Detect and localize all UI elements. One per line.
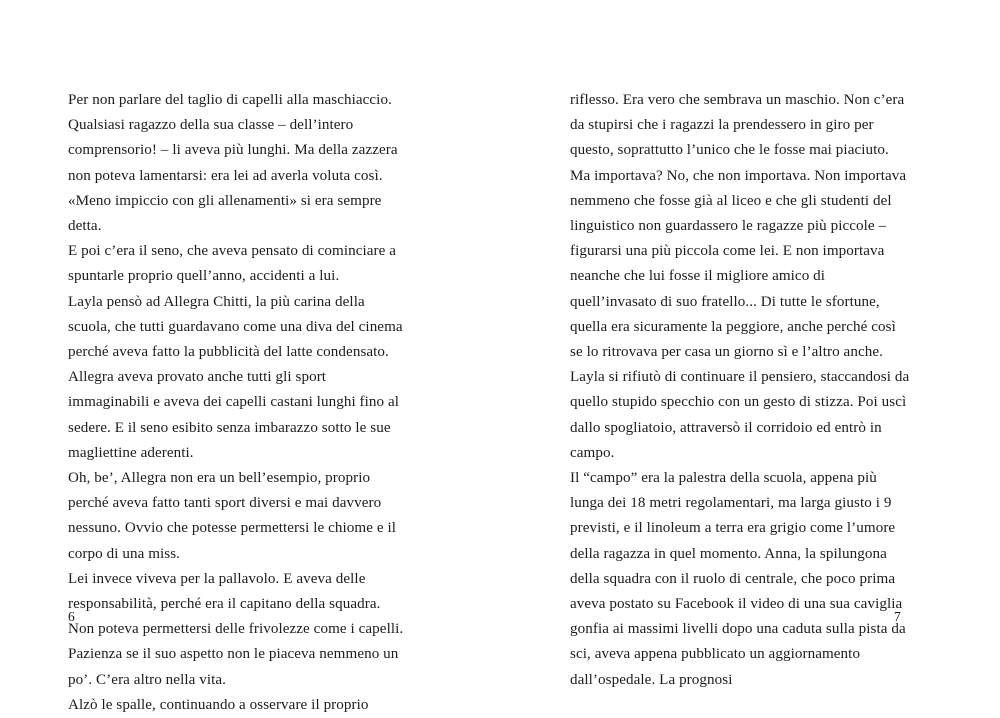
paragraph: Per non parlare del taglio di capelli alla maschiaccio. Qualsiasi ragazzo della sua classe – dell’intero comprensorio! – li aveva più lunghi. Ma della zazzera non poteva lamentarsi: era lei ad averla voluta così. «Meno impiccio con gli allenamenti» si era sempre detta. xyxy=(68,92,398,235)
right-page-text xyxy=(570,88,910,693)
page-number-left: 6 xyxy=(68,609,75,624)
paragraph: Il “campo” era la palestra della scuola, appena più lunga dei 18 metri regolamentari, ma larga giusto i 9 previsti, e il linoleum a terra era grigio come l’umore della ragazza in quel momento. Anna, la spilungona della squadra con il ruolo di centrale, che poco prima aveva postato su Facebook il video di una sua caviglia gonfia ai massimi livelli dopo una caduta sulla pista da sci, aveva appena pubblicato un aggiornamento dall’ospedale. La prognosi xyxy=(570,470,906,688)
paragraph: Layla pensò ad Allegra Chitti, la più carina della scuola, che tutti guardavano come una diva del cinema perché aveva fatto la pubblicità del latte condensato. Allegra aveva provato anche tutti gli sport immaginabili e aveva dei capelli castani lunghi fino al sedere. E il seno esibito senza imbarazzo sotto le sue magliettine aderenti. xyxy=(68,293,403,461)
paragraph: E poi c’era il seno, che aveva pensato di cominciare a spuntarle proprio quell’anno, accidenti a lui. xyxy=(68,243,397,285)
paragraph: Pazienza se il suo aspetto non le piaceva nemmeno un po’. C’era altro nella vita. xyxy=(68,646,399,688)
paragraph: Layla si rifiutò di continuare il pensiero, staccandosi da quello stupido specchio con un gesto di stizza. Poi uscì dallo spogliatoio, attraversò il corridoio ed entrò in campo. xyxy=(570,369,910,461)
left-page xyxy=(68,88,408,718)
paragraph: riflesso. Era vero che sembrava un maschio. Non c’era da stupirsi che i ragazzi la prendessero in giro per questo, soprattutto l’unico che le fosse mai piaciuto. Ma importava? No, che non importava. Non importava nemmeno che fosse già al liceo e che gli studenti del linguistico non guardassero le ragazze più piccole – figurarsi una più piccola come lei. E non importava neanche che lui fosse il migliore amico di quell’invasato di suo fratello... Di tutte le sfortune, quella era sicuramente la peggiore, anche perché così se lo ritrovava per casa un giorno sì e l’altro anche. xyxy=(570,92,907,361)
right-page xyxy=(570,88,910,693)
left-page-text xyxy=(68,88,408,718)
paragraph: Oh, be’, Allegra non era un bell’esempio, proprio perché aveva fatto tanti sport diversi e mai davvero nessuno. Ovvio che potesse permettersi le chiome e il corpo di una miss. xyxy=(68,470,397,562)
paragraph: Non poteva permettersi delle frivolezze come i capelli. xyxy=(68,621,404,638)
page-number-right: 7 xyxy=(894,609,901,624)
paragraph: Lei invece viveva per la pallavolo. E aveva delle responsabilità, perché era il capitano della squadra. xyxy=(68,570,381,613)
paragraph: Alzò le spalle, continuando a osservare il proprio xyxy=(68,696,369,713)
